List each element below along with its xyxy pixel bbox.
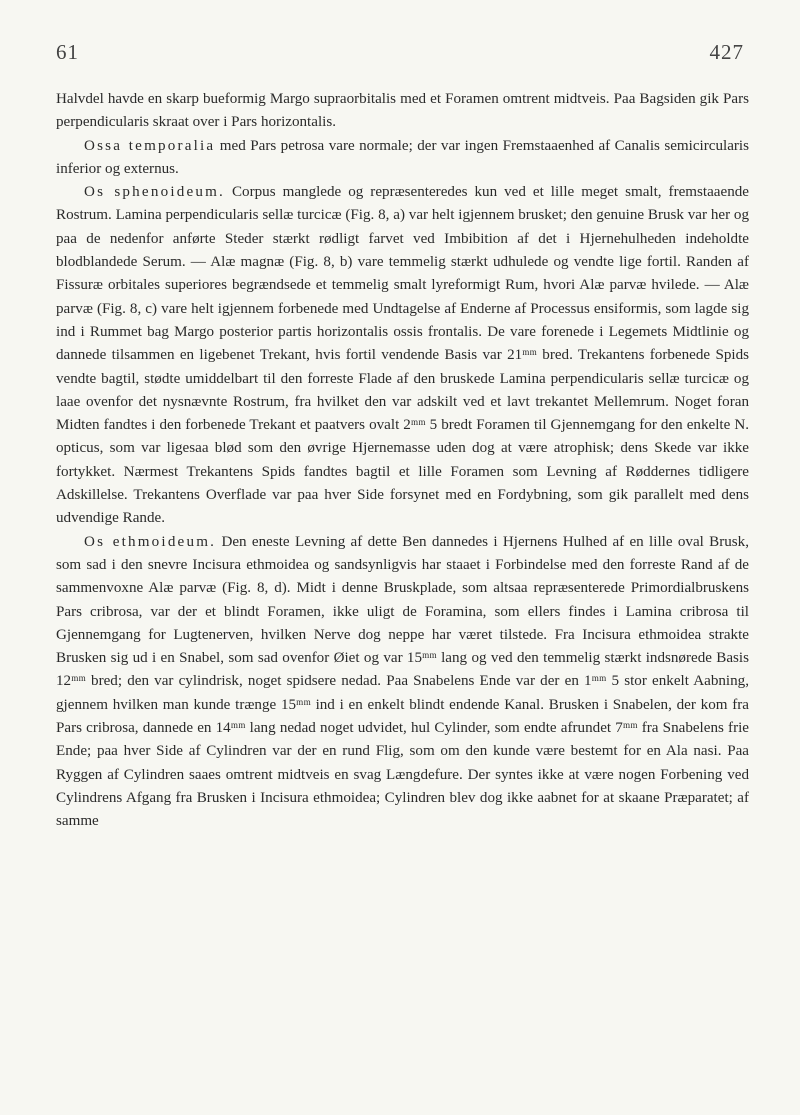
paragraph-text: Den eneste Levning af dette Ben dannedes i Hjernens Hulhed af en lille oval Brusk, som sad i den snevre Incisura ethmoidea og sandsynligvis har staaet i Forbindelse med den forreste Rand af de sammenvoxne Alæ parvæ (Fig. 8, d). Midt i denne Bruskplade, som altsaa repræsenterede Primordialbruskens Pars cribrosa, var der et blindt Foramen, ikke uligt de Foramina, som ellers findes i Lamina cribrosa til Gjennemgang for Lugtenerven, hvilken Nerve dog neppe har været tilstede. Fra Incisura ethmoidea strakte Brusken sig ud i en Snabel, som sad ovenfor Øiet og var 15ᵐᵐ lang og ved den temmelig stærkt indsnørede Basis 12ᵐᵐ bred; den var cylindrisk, noget spidsere nedad. Paa Snabelens Ende var der en 1ᵐᵐ 5 stor enkelt Aabning, gjennem hvilken man kunde trænge 15ᵐᵐ ind i en enkelt blindt endende Kanal. Brusken i Snabelen, der kom fra Pars cribrosa, dannede en 14ᵐᵐ lang nedad noget udvidet, hul Cylinder, som endte afrundet 7ᵐᵐ fra Snabelens frie Ende; paa hver Side af Cylindren var der en rund Flig, som om den kunde være bestemt for en Ala nasi. Paa Ryggen af Cylindren saaes omtrent midtveis en svag Længdefure. Der syntes ikke at være nogen Forbening ved Cylindrens Afgang fra Brusken i Incisura ethmoidea; Cylindren blev dog ikke aabnet for at skaane Præparatet; af samme — [56, 533, 749, 830]
paragraph-text: Corpus manglede og repræsenteredes kun ved et lille meget smalt, fremstaaende Rostrum. Lamina perpendicularis sellæ turcicæ (Fig. 8, a) var helt igjennem brusket; den genuine Brusk var her og paa de nedenfor anførte Steder stærkt rødligt farvet ved Imbibition af det i Hjernehulheden indeholdte blodblandede Serum. — Alæ magnæ (Fig. 8, b) vare temmelig stærkt udhulede og vendte lige fortil. Randen af Fissuræ orbitales superiores begrændsede et temmelig smalt lyreformigt Rum, hvori Alæ parvæ hvilede. — Alæ parvæ (Fig. 8, c) vare helt igjennem forbenede med Undtagelse af Enderne af Processus ensiformis, som lagde sig ind i Rummet bag Margo posterior partis horizontalis ossis frontalis. De vare forenede i Legemets Midtlinie og dannede tilsammen en ligebenet Trekant, hvis fortil vendende Basis var 21ᵐᵐ bred. Trekantens forbenede Spids vendte bagtil, stødte umiddelbart til den forreste Flade af den bruskede Lamina perpendicularis sellæ turcicæ og laae ovenfor det nysnævnte Rostrum, fra hvilket den var adskilt ved et lavt trekantet Mellemrum. Noget foran Midten fandtes i den forbenede Trekant et paatvers ovalt 2ᵐᵐ 5 bredt Foramen til Gjennemgang for den enkelte N. opticus, som var ligesaa blød som den øvrige Hjernemasse uden dog at være atrophisk; dens Skede var ikke fortykket. Nærmest Trekantens Spids fandtes bagtil et lille Foramen som Levning af Røddernes tidligere Adskillelse. Trekantens Overflade var paa hver Side forsynet med en Fordybning, som gik parallelt med dens udvendige Rande. — [56, 184, 749, 527]
paragraph — [56, 135, 749, 182]
paragraph-lead: Ossa temporalia — [84, 137, 216, 154]
paragraph-text: Halvdel havde en skarp bueformig Margo supraorbitalis med et Foramen omtrent midtveis. Paa Bagsiden gik Pars perpendicularis skraat over i Pars horizontalis. — [56, 91, 749, 131]
paragraph-lead: Os sphenoideum. — [84, 184, 226, 201]
paragraph — [56, 88, 749, 135]
header-left-number: 61 — [56, 40, 79, 64]
paragraph-lead: Os ethmoideum. — [84, 533, 217, 550]
paragraph — [56, 181, 749, 530]
page-number: 427 — [709, 40, 744, 64]
paragraph-text: med Pars petrosa vare normale; der var ingen Fremstaaenhed af Canalis semicircularis inferior og externus. — [56, 137, 749, 177]
paragraph — [56, 531, 749, 834]
page-header — [56, 40, 744, 65]
body-text — [56, 88, 749, 834]
